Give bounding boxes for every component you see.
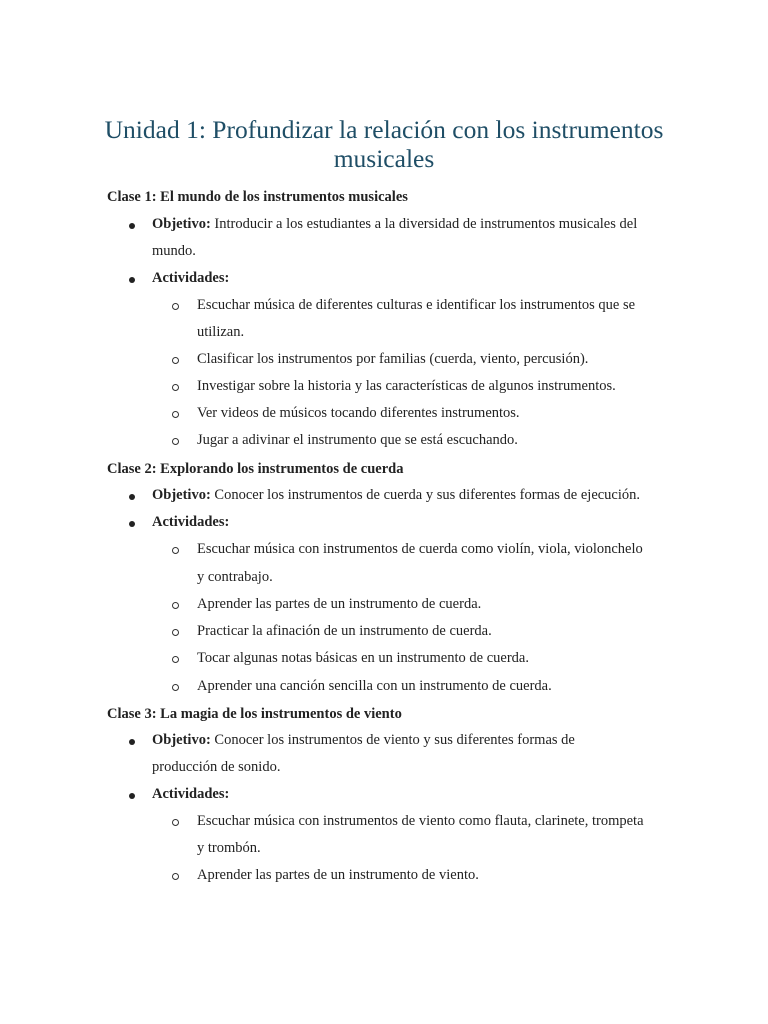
clase1-objetivo bbox=[152, 211, 637, 238]
document-title bbox=[90, 115, 678, 173]
circle-bullet-icon bbox=[172, 438, 179, 445]
objetivo-label: Objetivo: bbox=[152, 732, 211, 748]
circle-bullet-icon bbox=[172, 819, 179, 826]
circle-bullet-icon bbox=[172, 547, 179, 554]
circle-bullet-icon bbox=[172, 303, 179, 310]
circle-bullet-icon bbox=[172, 873, 179, 880]
circle-bullet-icon bbox=[172, 602, 179, 609]
list-item: Escuchar música de diferentes culturas e identificar los instrumentos que se bbox=[197, 297, 636, 313]
clase2-actividades bbox=[152, 509, 229, 536]
list-item-cont: utilizan. bbox=[197, 324, 245, 340]
list-item: Tocar algunas notas básicas en un instrumento de cuerda. bbox=[197, 650, 529, 666]
bullet-icon bbox=[129, 793, 135, 799]
clase3-objetivo-cont: producción de sonido. bbox=[152, 759, 281, 775]
list-item-cont: y trombón. bbox=[197, 840, 261, 856]
objetivo-label: Objetivo: bbox=[152, 216, 211, 232]
list-item: Ver videos de músicos tocando diferentes instrumentos. bbox=[197, 405, 520, 421]
circle-bullet-icon bbox=[172, 656, 179, 663]
title-line-2: musicales bbox=[333, 144, 435, 173]
list-item: Aprender las partes de un instrumento de viento. bbox=[197, 867, 479, 883]
list-item: Aprender las partes de un instrumento de cuerda. bbox=[197, 596, 482, 612]
list-item: Jugar a adivinar el instrumento que se está escuchando. bbox=[197, 432, 518, 448]
list-item: Clasificar los instrumentos por familias (cuerda, viento, percusión). bbox=[197, 351, 589, 367]
clase3-heading: Clase 3: La magia de los instrumentos de viento bbox=[107, 706, 402, 722]
list-item: Escuchar música con instrumentos de cuerda como violín, viola, violonchelo bbox=[197, 541, 643, 557]
clase2-heading: Clase 2: Explorando los instrumentos de cuerda bbox=[107, 461, 404, 477]
list-item-cont: y contrabajo. bbox=[197, 569, 273, 585]
list-item: Aprender una canción sencilla con un instrumento de cuerda. bbox=[197, 678, 552, 694]
bullet-icon bbox=[129, 277, 135, 283]
circle-bullet-icon bbox=[172, 684, 179, 691]
clase2-objetivo bbox=[152, 482, 640, 509]
bullet-icon bbox=[129, 739, 135, 745]
actividades-label: Actividades: bbox=[152, 786, 230, 802]
objetivo-text: Introducir a los estudiantes a la diversidad de instrumentos musicales del bbox=[210, 216, 638, 232]
actividades-label: Actividades: bbox=[152, 270, 230, 286]
objetivo-text: Conocer los instrumentos de viento y sus diferentes formas de bbox=[210, 732, 575, 748]
list-item: Investigar sobre la historia y las características de algunos instrumentos. bbox=[197, 378, 616, 394]
bullet-icon bbox=[129, 521, 135, 527]
circle-bullet-icon bbox=[172, 411, 179, 418]
title-line-1: Unidad 1: Profundizar la relación con los instrumentos bbox=[104, 115, 664, 144]
circle-bullet-icon bbox=[172, 384, 179, 391]
clase1-heading: Clase 1: El mundo de los instrumentos musicales bbox=[107, 189, 408, 205]
bullet-icon bbox=[129, 223, 135, 229]
objetivo-label: Objetivo: bbox=[152, 487, 211, 503]
bullet-icon bbox=[129, 494, 135, 500]
clase3-objetivo bbox=[152, 727, 575, 754]
circle-bullet-icon bbox=[172, 357, 179, 364]
list-item: Escuchar música con instrumentos de viento como flauta, clarinete, trompeta bbox=[197, 813, 644, 829]
circle-bullet-icon bbox=[172, 629, 179, 636]
clase3-actividades bbox=[152, 781, 229, 808]
actividades-label: Actividades: bbox=[152, 514, 230, 530]
list-item: Practicar la afinación de un instrumento de cuerda. bbox=[197, 623, 492, 639]
clase1-actividades bbox=[152, 265, 229, 292]
objetivo-text: Conocer los instrumentos de cuerda y sus diferentes formas de ejecución. bbox=[210, 487, 641, 503]
clase1-objetivo-cont: mundo. bbox=[152, 243, 196, 259]
